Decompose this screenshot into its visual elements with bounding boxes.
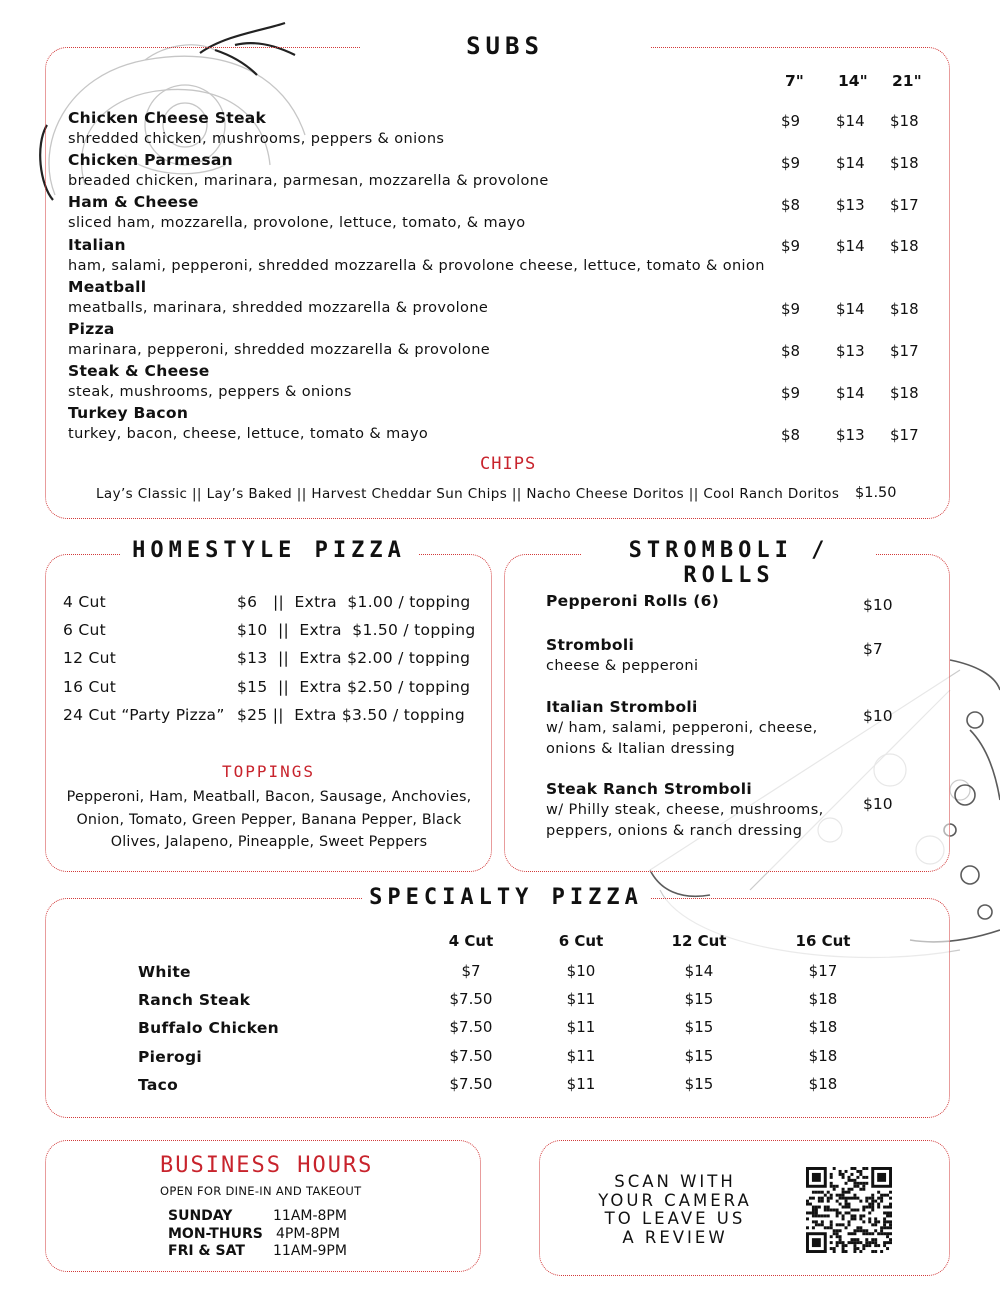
sub-price: $13 xyxy=(836,426,865,445)
pizza-cut: 24 Cut “Party Pizza” xyxy=(63,705,225,724)
sub-price: $14 xyxy=(836,112,865,130)
sub-name: Turkey Bacon xyxy=(68,404,189,423)
sub-desc: sliced ham, mozzarella, provolone, lettuce, tomato, & mayo xyxy=(68,215,526,232)
review-line: SCAN WITH xyxy=(614,1172,736,1191)
sub-name: Ham & Cheese xyxy=(68,193,199,212)
hours-title: BUSINESS HOURS xyxy=(160,1153,374,1178)
review-line: TO LEAVE US xyxy=(604,1209,746,1228)
subs-title: SUBS xyxy=(360,32,650,60)
pizza-price: $10 || Extra $1.50 / topping xyxy=(237,621,476,640)
sub-desc: turkey, bacon, cheese, lettuce, tomato & mayo xyxy=(68,426,429,443)
toppings-line: Onion, Tomato, Green Pepper, Banana Pepper, Black xyxy=(76,811,462,828)
sub-price: $9 xyxy=(781,384,801,403)
stromboli-price: $10 xyxy=(863,795,893,813)
pizza-cut: 16 Cut xyxy=(63,677,117,696)
sub-name: Steak & Cheese xyxy=(68,362,210,381)
sub-price: $17 xyxy=(890,196,919,215)
specialty-price: $17 xyxy=(808,962,838,980)
stromboli-price: $10 xyxy=(863,596,893,614)
sub-name: Chicken Parmesan xyxy=(68,151,233,170)
hours-day: MON-THURS xyxy=(168,1225,263,1242)
sub-price: $8 xyxy=(781,342,801,360)
specialty-price: $11 xyxy=(566,1046,596,1065)
sub-desc: ham, salami, pepperoni, shredded mozzarella & provolone cheese, lettuce, tomato & onion xyxy=(68,257,765,274)
sub-price: $14 xyxy=(836,384,865,403)
stromboli-desc: onions & Italian dressing xyxy=(546,741,736,757)
sub-desc: shredded chicken, mushrooms, peppers & onions xyxy=(68,131,445,147)
sub-name: Chicken Cheese Steak xyxy=(68,109,267,127)
sub-price: $9 xyxy=(781,154,801,173)
qr-code-icon[interactable] xyxy=(806,1167,892,1253)
specialty-title: SPECIALTY PIZZA xyxy=(362,885,650,910)
sub-price: $9 xyxy=(781,299,801,318)
specialty-price: $7.50 xyxy=(449,1074,493,1093)
specialty-price: $7.50 xyxy=(449,1046,493,1065)
specialty-name: Ranch Steak xyxy=(138,991,251,1010)
specialty-price: $18 xyxy=(808,990,838,1009)
stromboli-name: Steak Ranch Stromboli xyxy=(546,780,752,798)
pizza-price: $13 || Extra $2.00 / topping xyxy=(237,649,471,668)
size-header-14: 14" xyxy=(838,72,868,90)
sub-desc: marinara, pepperoni, shredded mozzarella & provolone xyxy=(68,342,491,358)
toppings-line: Olives, Jalapeno, Pineapple, Sweet Peppers xyxy=(110,834,428,850)
specialty-price: $14 xyxy=(684,962,714,980)
sub-price: $9 xyxy=(781,112,801,130)
sub-price: $8 xyxy=(781,196,801,215)
hours-time: 4PM-8PM xyxy=(276,1225,340,1242)
sub-price: $17 xyxy=(890,426,919,445)
specialty-price: $15 xyxy=(684,1074,714,1093)
size-header-7: 7" xyxy=(785,72,804,90)
sub-name: Italian xyxy=(68,235,126,254)
pizza-price: $15 || Extra $2.50 / topping xyxy=(237,677,471,696)
specialty-price: $18 xyxy=(808,1074,838,1093)
sub-price: $18 xyxy=(890,236,919,255)
hours-day: SUNDAY xyxy=(168,1208,233,1224)
specialty-price: $18 xyxy=(808,1018,838,1037)
specialty-cut-header: 16 Cut xyxy=(795,932,851,950)
specialty-price: $10 xyxy=(566,962,596,980)
stromboli-title: STROMBOLI / ROLLS xyxy=(582,538,876,588)
stromboli-price: $10 xyxy=(863,707,893,725)
sub-price: $13 xyxy=(836,342,865,360)
specialty-price: $7.50 xyxy=(449,1018,493,1037)
specialty-cut-header: 12 Cut xyxy=(671,932,727,950)
hours-day: FRI & SAT xyxy=(168,1243,245,1259)
specialty-price: $11 xyxy=(566,1074,596,1093)
specialty-price: $15 xyxy=(684,1046,714,1065)
stromboli-name: Stromboli xyxy=(546,636,635,654)
sub-desc: steak, mushrooms, peppers & onions xyxy=(68,384,352,401)
chips-title: CHIPS xyxy=(480,454,537,474)
sub-price: $14 xyxy=(836,236,865,255)
hours-time: 11AM-8PM xyxy=(273,1208,347,1224)
specialty-name: Buffalo Chicken xyxy=(138,1019,280,1038)
specialty-price: $15 xyxy=(684,990,714,1009)
specialty-cut-header: 6 Cut xyxy=(558,932,604,950)
sub-price: $14 xyxy=(836,299,865,318)
chips-price: $1.50 xyxy=(855,485,897,501)
review-text xyxy=(575,1173,775,1247)
sub-price: $18 xyxy=(890,154,919,173)
sub-price: $9 xyxy=(781,236,801,255)
sub-price: $13 xyxy=(836,196,865,215)
size-header-21: 21" xyxy=(892,72,922,90)
sub-name: Meatball xyxy=(68,277,147,296)
specialty-name: Pierogi xyxy=(138,1047,202,1066)
sub-price: $14 xyxy=(836,154,865,173)
specialty-name: Taco xyxy=(138,1075,179,1094)
stromboli-desc: w/ ham, salami, pepperoni, cheese, xyxy=(546,720,818,736)
sub-price: $18 xyxy=(890,384,919,403)
pizza-cut: 4 Cut xyxy=(63,593,107,611)
specialty-price: $7 xyxy=(461,962,481,980)
specialty-price: $18 xyxy=(808,1046,838,1065)
stromboli-desc: cheese & pepperoni xyxy=(546,658,699,674)
specialty-price: $11 xyxy=(566,1018,596,1037)
specialty-cut-header: 4 Cut xyxy=(448,932,494,950)
toppings-line: Pepperoni, Ham, Meatball, Bacon, Sausage, Anchovies, xyxy=(66,789,472,805)
chips-list: Lay’s Classic || Lay’s Baked || Harvest Cheddar Sun Chips || Nacho Cheese Doritos || Cool Ranch Doritos xyxy=(96,486,840,502)
stromboli-price: $7 xyxy=(863,640,883,658)
specialty-price: $15 xyxy=(684,1018,714,1037)
stromboli-desc: peppers, onions & ranch dressing xyxy=(546,823,803,839)
stromboli-desc: w/ Philly steak, cheese, mushrooms, xyxy=(546,802,824,818)
stromboli-name: Italian Stromboli xyxy=(546,698,698,716)
specialty-name: White xyxy=(138,963,191,981)
toppings-text xyxy=(50,786,488,854)
sub-name: Pizza xyxy=(68,320,115,338)
specialty-price: $7.50 xyxy=(449,990,493,1009)
homestyle-title: HOMESTYLE PIZZA xyxy=(120,538,418,563)
stromboli-name: Pepperoni Rolls (6) xyxy=(546,592,720,610)
sub-price: $18 xyxy=(890,299,919,318)
hours-subtitle: OPEN FOR DINE-IN AND TAKEOUT xyxy=(160,1184,362,1198)
sub-desc: breaded chicken, marinara, parmesan, mozzarella & provolone xyxy=(68,173,549,190)
review-line: A REVIEW xyxy=(622,1227,728,1247)
hours-time: 11AM-9PM xyxy=(273,1243,347,1259)
pizza-price: $25 || Extra $3.50 / topping xyxy=(237,705,466,724)
sub-price: $17 xyxy=(890,342,919,360)
specialty-price: $11 xyxy=(566,990,596,1009)
pizza-cut: 12 Cut xyxy=(63,649,117,668)
pizza-cut: 6 Cut xyxy=(63,621,107,640)
sub-desc: meatballs, marinara, shredded mozzarella & provolone xyxy=(68,299,489,316)
review-line: YOUR CAMERA xyxy=(598,1190,752,1210)
sub-price: $8 xyxy=(781,426,801,445)
pizza-price: $6 || Extra $1.00 / topping xyxy=(237,593,471,611)
sub-price: $18 xyxy=(890,112,919,130)
toppings-title: TOPPINGS xyxy=(222,762,316,781)
